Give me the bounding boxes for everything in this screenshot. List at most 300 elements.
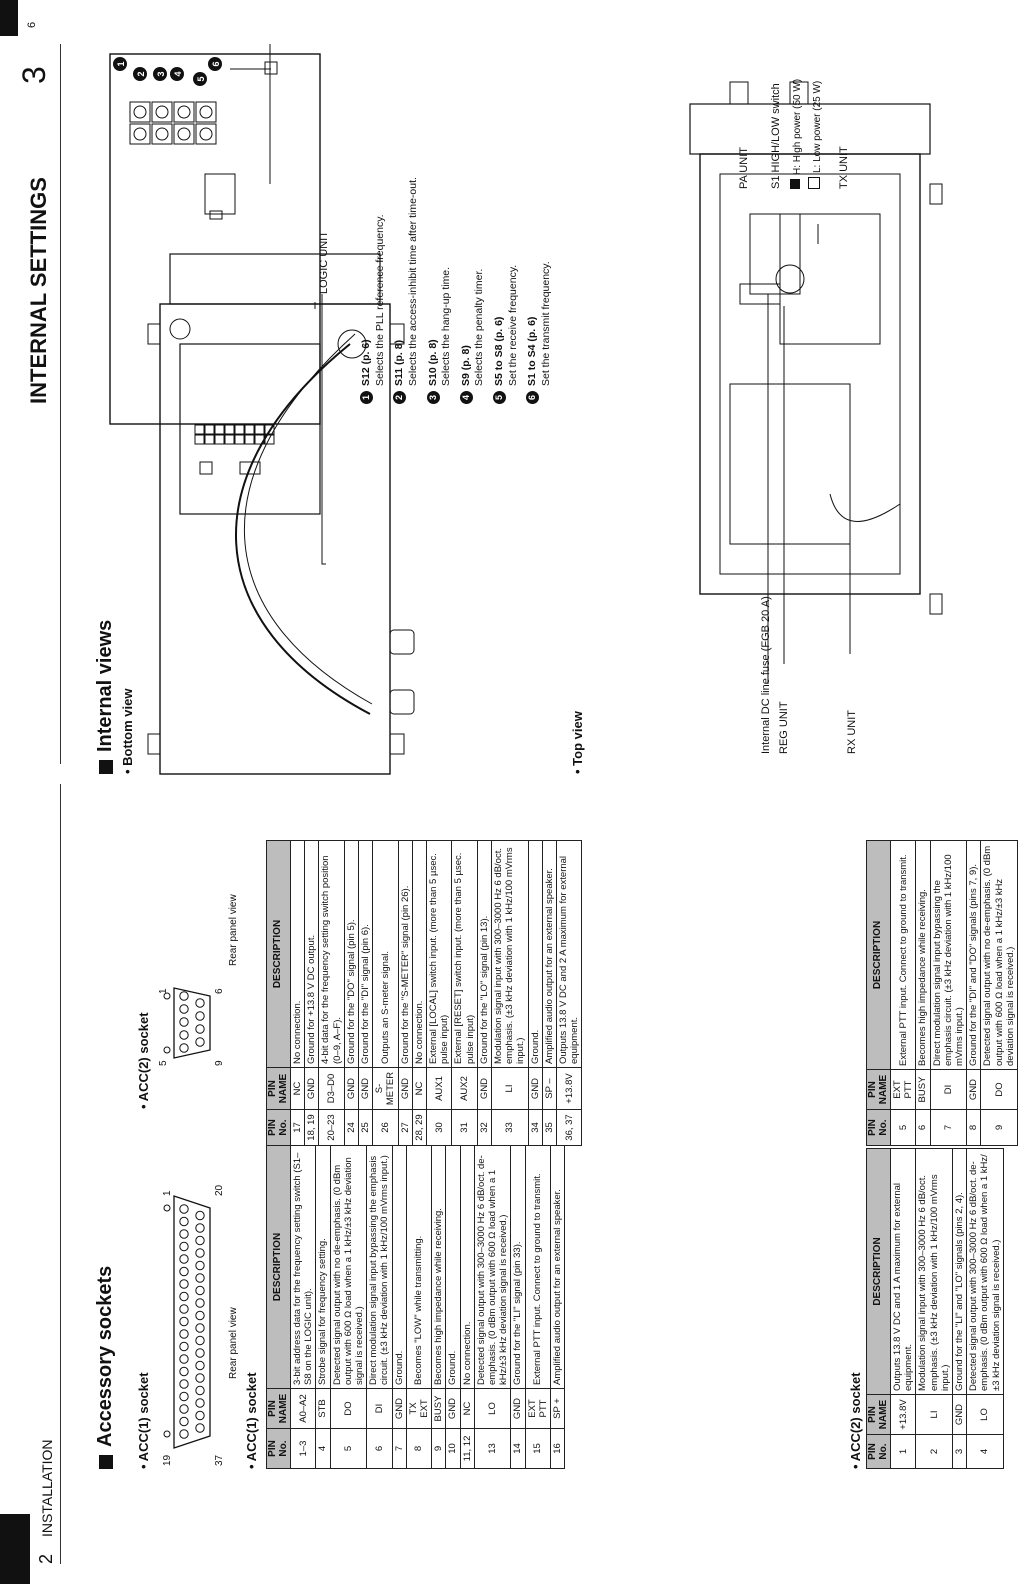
pin-name-cell: BUSY — [432, 1389, 446, 1429]
tx-unit-label: TX UNIT — [838, 146, 850, 189]
dip-switch-block — [215, 425, 224, 434]
pin-number-cell: 24 — [344, 1110, 358, 1146]
acc1-table-title: • ACC(1) socket — [244, 1372, 259, 1469]
right-page-title: INTERNAL SETTINGS — [26, 177, 51, 404]
table-row — [359, 841, 373, 1146]
pin-number-cell: 11, 12 — [460, 1429, 474, 1469]
acc2-table-right — [866, 840, 1018, 1146]
description-cell: 3-bit address data for the frequency setting switch (S1–S8 on the LOGIC unit). — [291, 1146, 316, 1389]
connector-pin — [196, 1399, 204, 1407]
table-row — [967, 1149, 1004, 1469]
legend-item — [460, 74, 487, 404]
dip-switch-block — [195, 425, 204, 434]
pin-number-cell: 27 — [398, 1110, 412, 1146]
s1-switch-label: S1 HIGH/LOW switch — [770, 83, 782, 189]
table-row — [460, 1146, 474, 1469]
frequency-switch — [152, 102, 172, 122]
legend-number-icon: 6 — [526, 391, 539, 404]
acc1-db37-connector — [162, 1154, 232, 1454]
frequency-switch — [152, 124, 172, 144]
pin-number-cell: 10 — [446, 1429, 460, 1469]
pin-number-cell: 9 — [432, 1429, 446, 1469]
connector-pin — [196, 1324, 204, 1332]
pin-number-cell: 28, 29 — [412, 1110, 426, 1146]
description-cell: Amplified audio output for an external speaker. — [542, 841, 556, 1068]
pin-number-cell: 4 — [967, 1435, 1004, 1469]
logic-unit-board — [70, 44, 400, 424]
connector-pin — [196, 1299, 204, 1307]
table-row — [319, 841, 344, 1146]
table-header-pin-name: PIN NAME — [267, 1389, 291, 1429]
legend-item — [526, 74, 553, 404]
description-cell: Ground. — [528, 841, 542, 1068]
table-row — [398, 841, 412, 1146]
table-row — [916, 1149, 953, 1469]
pa-unit-label: PA UNIT — [738, 147, 750, 189]
pin-name-cell: GND — [392, 1389, 406, 1429]
acc1-pin37-label: 37 — [214, 1454, 225, 1466]
legend-number-icon: 2 — [393, 391, 406, 404]
description-cell: Ground for +13.8 V DC output. — [305, 841, 319, 1068]
pin-number-cell: 2 — [916, 1435, 953, 1469]
pin-name-cell: GND — [528, 1068, 542, 1110]
left-header-rule — [60, 784, 61, 1564]
connector-pin — [180, 1255, 188, 1263]
description-cell: Modulation signal input with 300–3000 Hz 6 dB/oct. emphasis. (±3 kHz deviation with 1 kHz/100 mVrms input.) — [916, 1149, 953, 1395]
description-cell: No connection. — [291, 841, 305, 1068]
table-row — [953, 1149, 967, 1469]
logic-unit-label: LOGIC UNIT — [318, 231, 330, 294]
pin-name-cell: AUX1 — [427, 1068, 452, 1110]
description-cell: Ground for the "DO" signal (pin 5). — [344, 841, 358, 1068]
pin-name-cell: STB — [316, 1389, 330, 1429]
acc1-pin1-label: 1 — [162, 1190, 173, 1196]
left-page-header — [36, 1439, 57, 1564]
table-row — [367, 1146, 392, 1469]
dip-switch-block — [235, 425, 244, 434]
right-edge-bar — [0, 0, 18, 36]
description-cell: Outputs 13.8 V DC and 1 A maximum for external equipment. — [891, 1149, 916, 1395]
connector-pin — [180, 1305, 188, 1313]
table-row — [291, 841, 305, 1146]
bottom-view-caption: • Bottom view — [120, 688, 135, 774]
pin-name-cell: NC — [412, 1068, 426, 1110]
connector-pin — [180, 1380, 188, 1388]
connector-pin — [196, 1424, 204, 1432]
connector-pin — [196, 1211, 204, 1219]
left-edge-bar — [0, 1514, 30, 1584]
pin-number-cell: 1–3 — [291, 1429, 316, 1469]
description-cell: External [RESET] switch input. (more than 5 µsec. pulse input) — [452, 841, 477, 1068]
table-header-description: DESCRIPTION — [267, 841, 291, 1068]
connector-pin — [180, 1330, 188, 1338]
connector-pin — [196, 999, 204, 1007]
pin-number-cell: 34 — [528, 1110, 542, 1146]
pin-name-cell: GND — [477, 1068, 491, 1110]
table-row — [492, 841, 529, 1146]
description-cell: Ground for the "DI" signal (pin 6). — [359, 841, 373, 1068]
acc2-diagram-caption: • ACC(2) socket — [136, 1012, 151, 1109]
reg-unit-label: REG UNIT — [778, 701, 790, 754]
connector-pin — [180, 1205, 188, 1213]
connector-pin — [180, 1242, 188, 1250]
switch-dial — [200, 106, 212, 118]
pin-number-cell: 15 — [525, 1429, 550, 1469]
pin-number-cell: 3 — [953, 1435, 967, 1469]
description-cell: Detected signal output with 300–3000 Hz 6 dB/oct. de-emphasis. (0 dBm output with 600 Ω load when a 1 kHz/±3 kHz deviation signal is received.) — [967, 1149, 1004, 1395]
pin-name-cell: DO — [330, 1389, 367, 1429]
connector-pin — [180, 1417, 188, 1425]
connector-pin — [196, 1411, 204, 1419]
connector-pin — [180, 1367, 188, 1375]
table-row — [412, 841, 426, 1146]
pin-name-cell: EXT PTT — [891, 1070, 916, 1110]
table-row — [891, 1149, 916, 1469]
table-row — [291, 1146, 316, 1469]
table-row — [305, 841, 319, 1146]
connector-pin — [196, 1236, 204, 1244]
pin-name-cell: SP + — [551, 1389, 565, 1429]
connector-pin — [180, 1018, 188, 1026]
connector-pin — [180, 1280, 188, 1288]
pin-name-cell: GND — [305, 1068, 319, 1110]
acc1-pin20-label: 20 — [214, 1184, 225, 1196]
table-header-description: DESCRIPTION — [867, 841, 891, 1070]
description-cell: Ground for the "DI" and "DO" signals (pins 7, 9). — [967, 841, 981, 1070]
switch-dial — [134, 128, 146, 140]
connector-pin — [196, 1386, 204, 1394]
pin-number-cell: 8 — [406, 1429, 431, 1469]
description-cell: Direct modulation signal input bypassing the emphasis circuit. (±3 kHz deviation with 1 kHz/100 mVrms input.) — [367, 1146, 392, 1389]
table-row — [930, 841, 967, 1146]
pin-name-cell: NC — [291, 1068, 305, 1110]
switch-dial — [134, 106, 146, 118]
pin-name-cell: GND — [359, 1068, 373, 1110]
connector-pin — [196, 1286, 204, 1294]
description-cell: Becomes high impedance while receiving. — [916, 841, 930, 1070]
table-row — [891, 841, 916, 1146]
pin-number-cell: 6 — [367, 1429, 392, 1469]
connector-pin — [180, 1292, 188, 1300]
left-page-number: 2 — [36, 1553, 56, 1564]
frequency-switch — [196, 102, 216, 122]
legend-description: Selects the penalty timer. — [473, 268, 486, 386]
description-cell: 4-bit data for the frequency setting switch position (0–9, A–F). — [319, 841, 344, 1068]
switch-marker-label: 2 — [136, 71, 146, 77]
description-cell: Detected signal output with no de-emphasis. (0 dBm output with 600 Ω load when a 1 kHz/±3 kHz deviation signal is received.) — [981, 841, 1018, 1070]
connector-pin — [180, 1392, 188, 1400]
acc2-rear-panel-view: Rear panel view — [228, 894, 239, 966]
table-row — [373, 841, 398, 1146]
connector-pin — [180, 1217, 188, 1225]
pin-name-cell: DI — [367, 1389, 392, 1429]
table-row — [330, 1146, 367, 1469]
table-row — [477, 841, 491, 1146]
table-row — [511, 1146, 525, 1469]
connector-pin — [196, 1012, 204, 1020]
pin-name-cell: D3–D0 — [319, 1068, 344, 1110]
pin-name-cell: A0–A2 — [291, 1389, 316, 1429]
description-cell: Detected signal output with no de-emphasis. (0 dBm output with 600 Ω load when a 1 kHz/±3 kHz deviation signal is received.) — [330, 1146, 367, 1389]
edge-mark: 6 — [26, 21, 38, 28]
pin-number-cell: 7 — [392, 1429, 406, 1469]
internal-fuse-label: Internal DC line fuse (FGB 20 A) — [760, 596, 772, 754]
connector-pin — [196, 1249, 204, 1257]
pin-number-cell: 7 — [930, 1110, 967, 1146]
connector-pin — [196, 1361, 204, 1369]
table-row — [316, 1146, 330, 1469]
connector-pin — [180, 1005, 188, 1013]
legend-item — [360, 74, 387, 404]
table-row — [916, 841, 930, 1146]
acc2-pin1-label: 1 — [158, 988, 169, 994]
acc1-table-left — [266, 1145, 565, 1469]
legend-item — [427, 74, 454, 404]
switch-dial — [200, 128, 212, 140]
acc2-table-left — [866, 1148, 1004, 1469]
dip-switch-block — [225, 435, 234, 444]
description-cell: External PTT input. Connect to ground to transmit. — [525, 1146, 550, 1389]
legend-title: S12 (p. 6) — [360, 339, 372, 386]
pin-number-cell: 25 — [359, 1110, 373, 1146]
right-header-rule — [60, 44, 61, 764]
pin-name-cell: LO — [474, 1389, 511, 1429]
table-header-pin-no: PIN No. — [267, 1429, 291, 1469]
switch-legend — [360, 74, 560, 404]
pin-number-cell: 36, 37 — [557, 1110, 582, 1146]
connector-pin — [180, 1430, 188, 1438]
switch-marker-label: 6 — [211, 61, 221, 67]
frequency-switch — [130, 102, 150, 122]
description-cell: Amplified audio output for an external speaker. — [551, 1146, 565, 1389]
description-cell: Ground. — [446, 1146, 460, 1389]
pin-number-cell: 20–23 — [319, 1110, 344, 1146]
s1-low-option: L: Low power (25 W) — [808, 81, 823, 189]
pin-name-cell: BUSY — [916, 1070, 930, 1110]
pin-name-cell: TX EXT — [406, 1389, 431, 1429]
description-cell: Detected signal output with 300–3000 Hz 6 dB/oct. de-emphasis. (0 dBm output with 600 Ω load when a 1 kHz/±3 kHz deviation signal is received.) — [474, 1146, 511, 1389]
pin-number-cell: 5 — [330, 1429, 367, 1469]
switch-dial — [156, 128, 168, 140]
legend-number-icon: 5 — [493, 391, 506, 404]
dip-switch-block — [255, 425, 264, 434]
pin-number-cell: 9 — [981, 1110, 1018, 1146]
connector-pin — [180, 1317, 188, 1325]
acc1-rear-panel-view: Rear panel view — [228, 1307, 239, 1379]
dip-switch-block — [205, 435, 214, 444]
table-header-description: DESCRIPTION — [867, 1149, 891, 1395]
connector-pin — [180, 992, 188, 1000]
pin-number-cell: 17 — [291, 1110, 305, 1146]
table-header-description: DESCRIPTION — [267, 1146, 291, 1389]
description-cell: No connection. — [460, 1146, 474, 1389]
connector-pin — [196, 1311, 204, 1319]
s1-high-option: H: High power (50 W) — [790, 79, 803, 189]
legend-item — [493, 74, 520, 404]
dip-switch-block — [195, 435, 204, 444]
pin-name-cell: GND — [398, 1068, 412, 1110]
left-page-title: INSTALLATION — [39, 1439, 55, 1537]
acc1-diagram-caption: • ACC(1) socket — [136, 1372, 151, 1469]
connector-pin — [196, 1374, 204, 1382]
table-header-pin-name: PIN NAME — [867, 1395, 891, 1435]
table-header-pin-no: PIN No. — [867, 1435, 891, 1469]
pin-name-cell: GND — [953, 1395, 967, 1435]
pin-name-cell: SP – — [542, 1068, 556, 1110]
acc1-pin19-label: 19 — [162, 1454, 173, 1466]
acc2-pin5-label: 5 — [158, 1060, 169, 1066]
pin-number-cell: 6 — [916, 1110, 930, 1146]
table-row — [452, 841, 477, 1146]
frequency-switch — [174, 124, 194, 144]
pin-name-cell: NC — [460, 1389, 474, 1429]
table-row — [474, 1146, 511, 1469]
dip-switch-block — [225, 425, 234, 434]
pin-name-cell: GND — [511, 1389, 525, 1429]
legend-description: Set the receive frequency. — [506, 264, 519, 386]
switch-dial — [178, 128, 190, 140]
pin-name-cell: DO — [981, 1070, 1018, 1110]
pin-number-cell: 26 — [373, 1110, 398, 1146]
right-page-number: 3 — [16, 66, 52, 84]
accessory-sockets-heading: Accessory sockets — [94, 1266, 117, 1469]
table-row — [432, 1146, 446, 1469]
table-row — [446, 1146, 460, 1469]
pin-name-cell: LO — [967, 1395, 1004, 1435]
table-row — [344, 841, 358, 1146]
pin-number-cell: 18, 19 — [305, 1110, 319, 1146]
connector-pin — [196, 1349, 204, 1357]
connector-pin — [180, 1405, 188, 1413]
table-row — [542, 841, 556, 1146]
legend-title: S11 (p. 8) — [393, 339, 406, 386]
pin-name-cell: LI — [916, 1395, 953, 1435]
pin-number-cell: 31 — [452, 1110, 477, 1146]
pin-name-cell: +13.8V — [891, 1395, 916, 1435]
description-cell: Strobe signal for frequency setting. — [316, 1146, 330, 1389]
switch-marker-label: 3 — [156, 71, 166, 77]
legend-description: Selects the PLL reference frequency. — [373, 214, 386, 386]
pin-number-cell: 5 — [891, 1110, 916, 1146]
description-cell: Ground for the "S-METER" signal (pin 26). — [398, 841, 412, 1068]
legend-description: Selects the access-inhibit time after time-out. — [406, 177, 419, 386]
connector-pin — [196, 1025, 204, 1033]
legend-title: S9 (p. 8) — [459, 345, 472, 386]
connector-pin — [180, 1031, 188, 1039]
legend-title: S10 (p. 8) — [426, 339, 439, 386]
legend-description: Set the transmit frequency. — [540, 261, 553, 386]
description-cell: Direct modulation signal input bypassing the emphasis circuit. (±3 kHz deviation with 1 kHz/100 mVrms input.) — [930, 841, 967, 1070]
table-row — [551, 1146, 565, 1469]
legend-number-icon: 4 — [460, 391, 473, 404]
description-cell: Ground for the "LI" and "LO" signals (pins 2, 4). — [953, 1149, 967, 1395]
pin-name-cell: GND — [446, 1389, 460, 1429]
connector-pin — [180, 1044, 188, 1052]
dip-switch-block — [205, 425, 214, 434]
switch-marker-label: 5 — [196, 76, 206, 82]
legend-title: S5 to S8 (p. 6) — [493, 316, 506, 386]
frequency-switch — [130, 124, 150, 144]
pin-number-cell: 35 — [542, 1110, 556, 1146]
switch-dial — [156, 106, 168, 118]
acc1-table-right — [266, 840, 582, 1146]
dip-switch-block — [235, 435, 244, 444]
rx-unit-label: RX UNIT — [846, 710, 858, 754]
description-cell: Ground for the "LI" signal (pin 33). — [511, 1146, 525, 1389]
switch-marker-label: 1 — [116, 61, 126, 67]
connector-pin — [180, 1342, 188, 1350]
frequency-switch — [174, 102, 194, 122]
pin-name-cell: GND — [967, 1070, 981, 1110]
table-row — [967, 841, 981, 1146]
pin-name-cell: GND — [344, 1068, 358, 1110]
frequency-switch — [196, 124, 216, 144]
table-header-pin-name: PIN NAME — [867, 1070, 891, 1110]
table-row — [392, 1146, 406, 1469]
table-row — [981, 841, 1018, 1146]
switch-marker-label: 4 — [173, 71, 183, 77]
table-row — [427, 841, 452, 1146]
description-cell: Modulation signal input with 300–3000 Hz 6 dB/oct. emphasis. (±3 kHz deviation with 1 kHz/100 mVrms input.) — [492, 841, 529, 1068]
pin-number-cell: 13 — [474, 1429, 511, 1469]
connector-pin — [196, 1038, 204, 1046]
description-cell: Becomes high impedance while receiving. — [432, 1146, 446, 1389]
connector-pin — [196, 1261, 204, 1269]
pin-number-cell: 30 — [427, 1110, 452, 1146]
dip-switch-block — [245, 435, 254, 444]
internal-views-heading: Internal views — [94, 620, 117, 774]
connector-pin — [180, 1230, 188, 1238]
connector-pin — [180, 1267, 188, 1275]
pin-number-cell: 33 — [492, 1110, 529, 1146]
table-header-pin-no: PIN No. — [267, 1110, 291, 1146]
pin-name-cell: EXT PTT — [525, 1389, 550, 1429]
description-cell: Ground. — [392, 1146, 406, 1389]
description-cell: Outputs an S-meter signal. — [373, 841, 398, 1068]
description-cell: External PTT input. Connect to ground to transmit. — [891, 841, 916, 1070]
pin-name-cell: S-METER — [373, 1068, 398, 1110]
description-cell: Outputs 13.8 V DC and 2 A maximum for external equipment. — [557, 841, 582, 1068]
top-view-caption: • Top view — [570, 711, 585, 774]
legend-item — [393, 74, 420, 404]
heading-square-icon — [99, 1455, 113, 1469]
legend-description: Selects the hang-up time. — [440, 266, 453, 386]
pin-number-cell: 1 — [891, 1435, 916, 1469]
description-cell: External [LOCAL] switch input. (more than 5 µsec. pulse input) — [427, 841, 452, 1068]
pin-name-cell: DI — [930, 1070, 967, 1110]
connector-pin — [196, 1274, 204, 1282]
acc2-table-title: • ACC(2) socket — [848, 1372, 863, 1469]
acc2-pin6-label: 6 — [214, 988, 225, 994]
table-row — [525, 1146, 550, 1469]
table-row — [557, 841, 582, 1146]
legend-number-icon: 3 — [427, 391, 440, 404]
connector-pin — [196, 1224, 204, 1232]
pin-name-cell: LI — [492, 1068, 529, 1110]
description-cell: Ground for the "LO" signal (pin 13). — [477, 841, 491, 1068]
dip-switch-block — [245, 425, 254, 434]
dip-switch-block — [215, 435, 224, 444]
legend-number-icon: 1 — [360, 391, 373, 404]
pin-name-cell: +13.8V — [557, 1068, 582, 1110]
pin-number-cell: 14 — [511, 1429, 525, 1469]
heading-square-icon — [99, 760, 113, 774]
switch-dial — [178, 106, 190, 118]
table-header-pin-name: PIN NAME — [267, 1068, 291, 1110]
connector-pin — [180, 1355, 188, 1363]
pin-number-cell: 32 — [477, 1110, 491, 1146]
description-cell: No connection. — [412, 841, 426, 1068]
